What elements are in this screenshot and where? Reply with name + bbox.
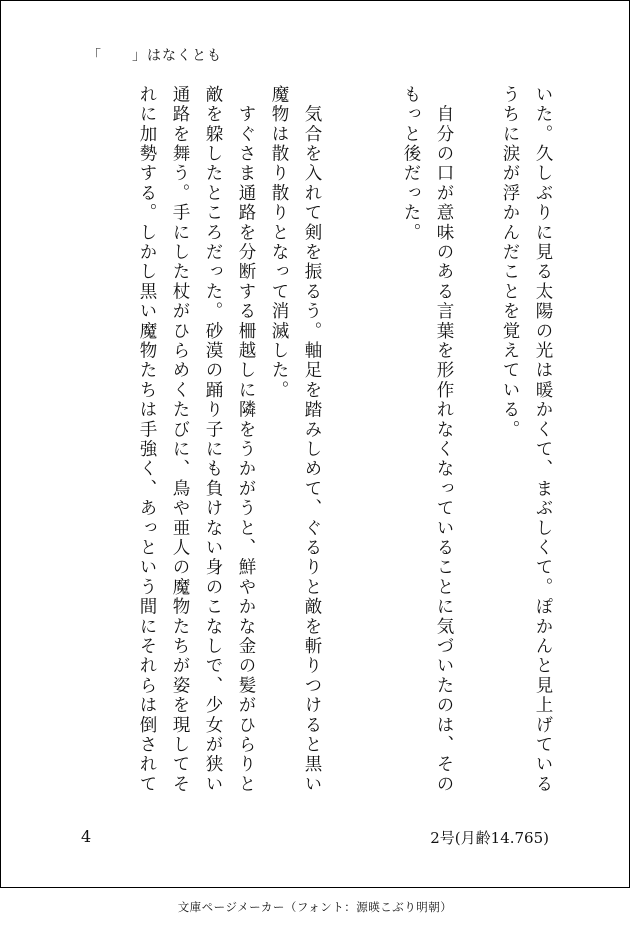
paragraph-3: 気合を入れて剣を振るう。軸足を踏みしめて、ぐるりと敵を斬りつけると黒い魔物は散り散りとなって消滅した。 [269, 85, 322, 795]
footer-credit: 文庫ページメーカー（フォント：源暎こぶり明朝） [177, 900, 453, 914]
blank-line [460, 85, 493, 801]
paragraph-2: 自分の口が意味のある言葉を形作れなくなっていることに気づいたのは、そのもっと後だった。 [401, 85, 454, 795]
vertical-body-text [130, 85, 559, 801]
paragraph-4: すぐさま通路を分断する柵越しに隣をうかがうと、鮮やかな金の髪がひらりと敵を躱したところだった。砂漠の踊り子にも負けない身のこなしで、少女が狭い通路を舞う。手にした杖がひらめくたびに、鳥や亜人の魔物たちが姿を現してそれに加勢する。しかし黒い魔物たちは手強く、あっという間にそれらは倒されて [137, 85, 256, 795]
page-number: 4 [81, 827, 92, 846]
blank-line [361, 85, 394, 801]
issue-label: 2号(月齢14.765) [430, 829, 549, 847]
blank-line [328, 85, 361, 801]
paragraph-1: いた。久しぶりに見る太陽の光は暖かくて、まぶしくて。ぽかんと見上げているうちに涙が浮かんだことを覚えている。 [500, 85, 553, 795]
running-header: 「 」はなくとも [87, 48, 222, 64]
